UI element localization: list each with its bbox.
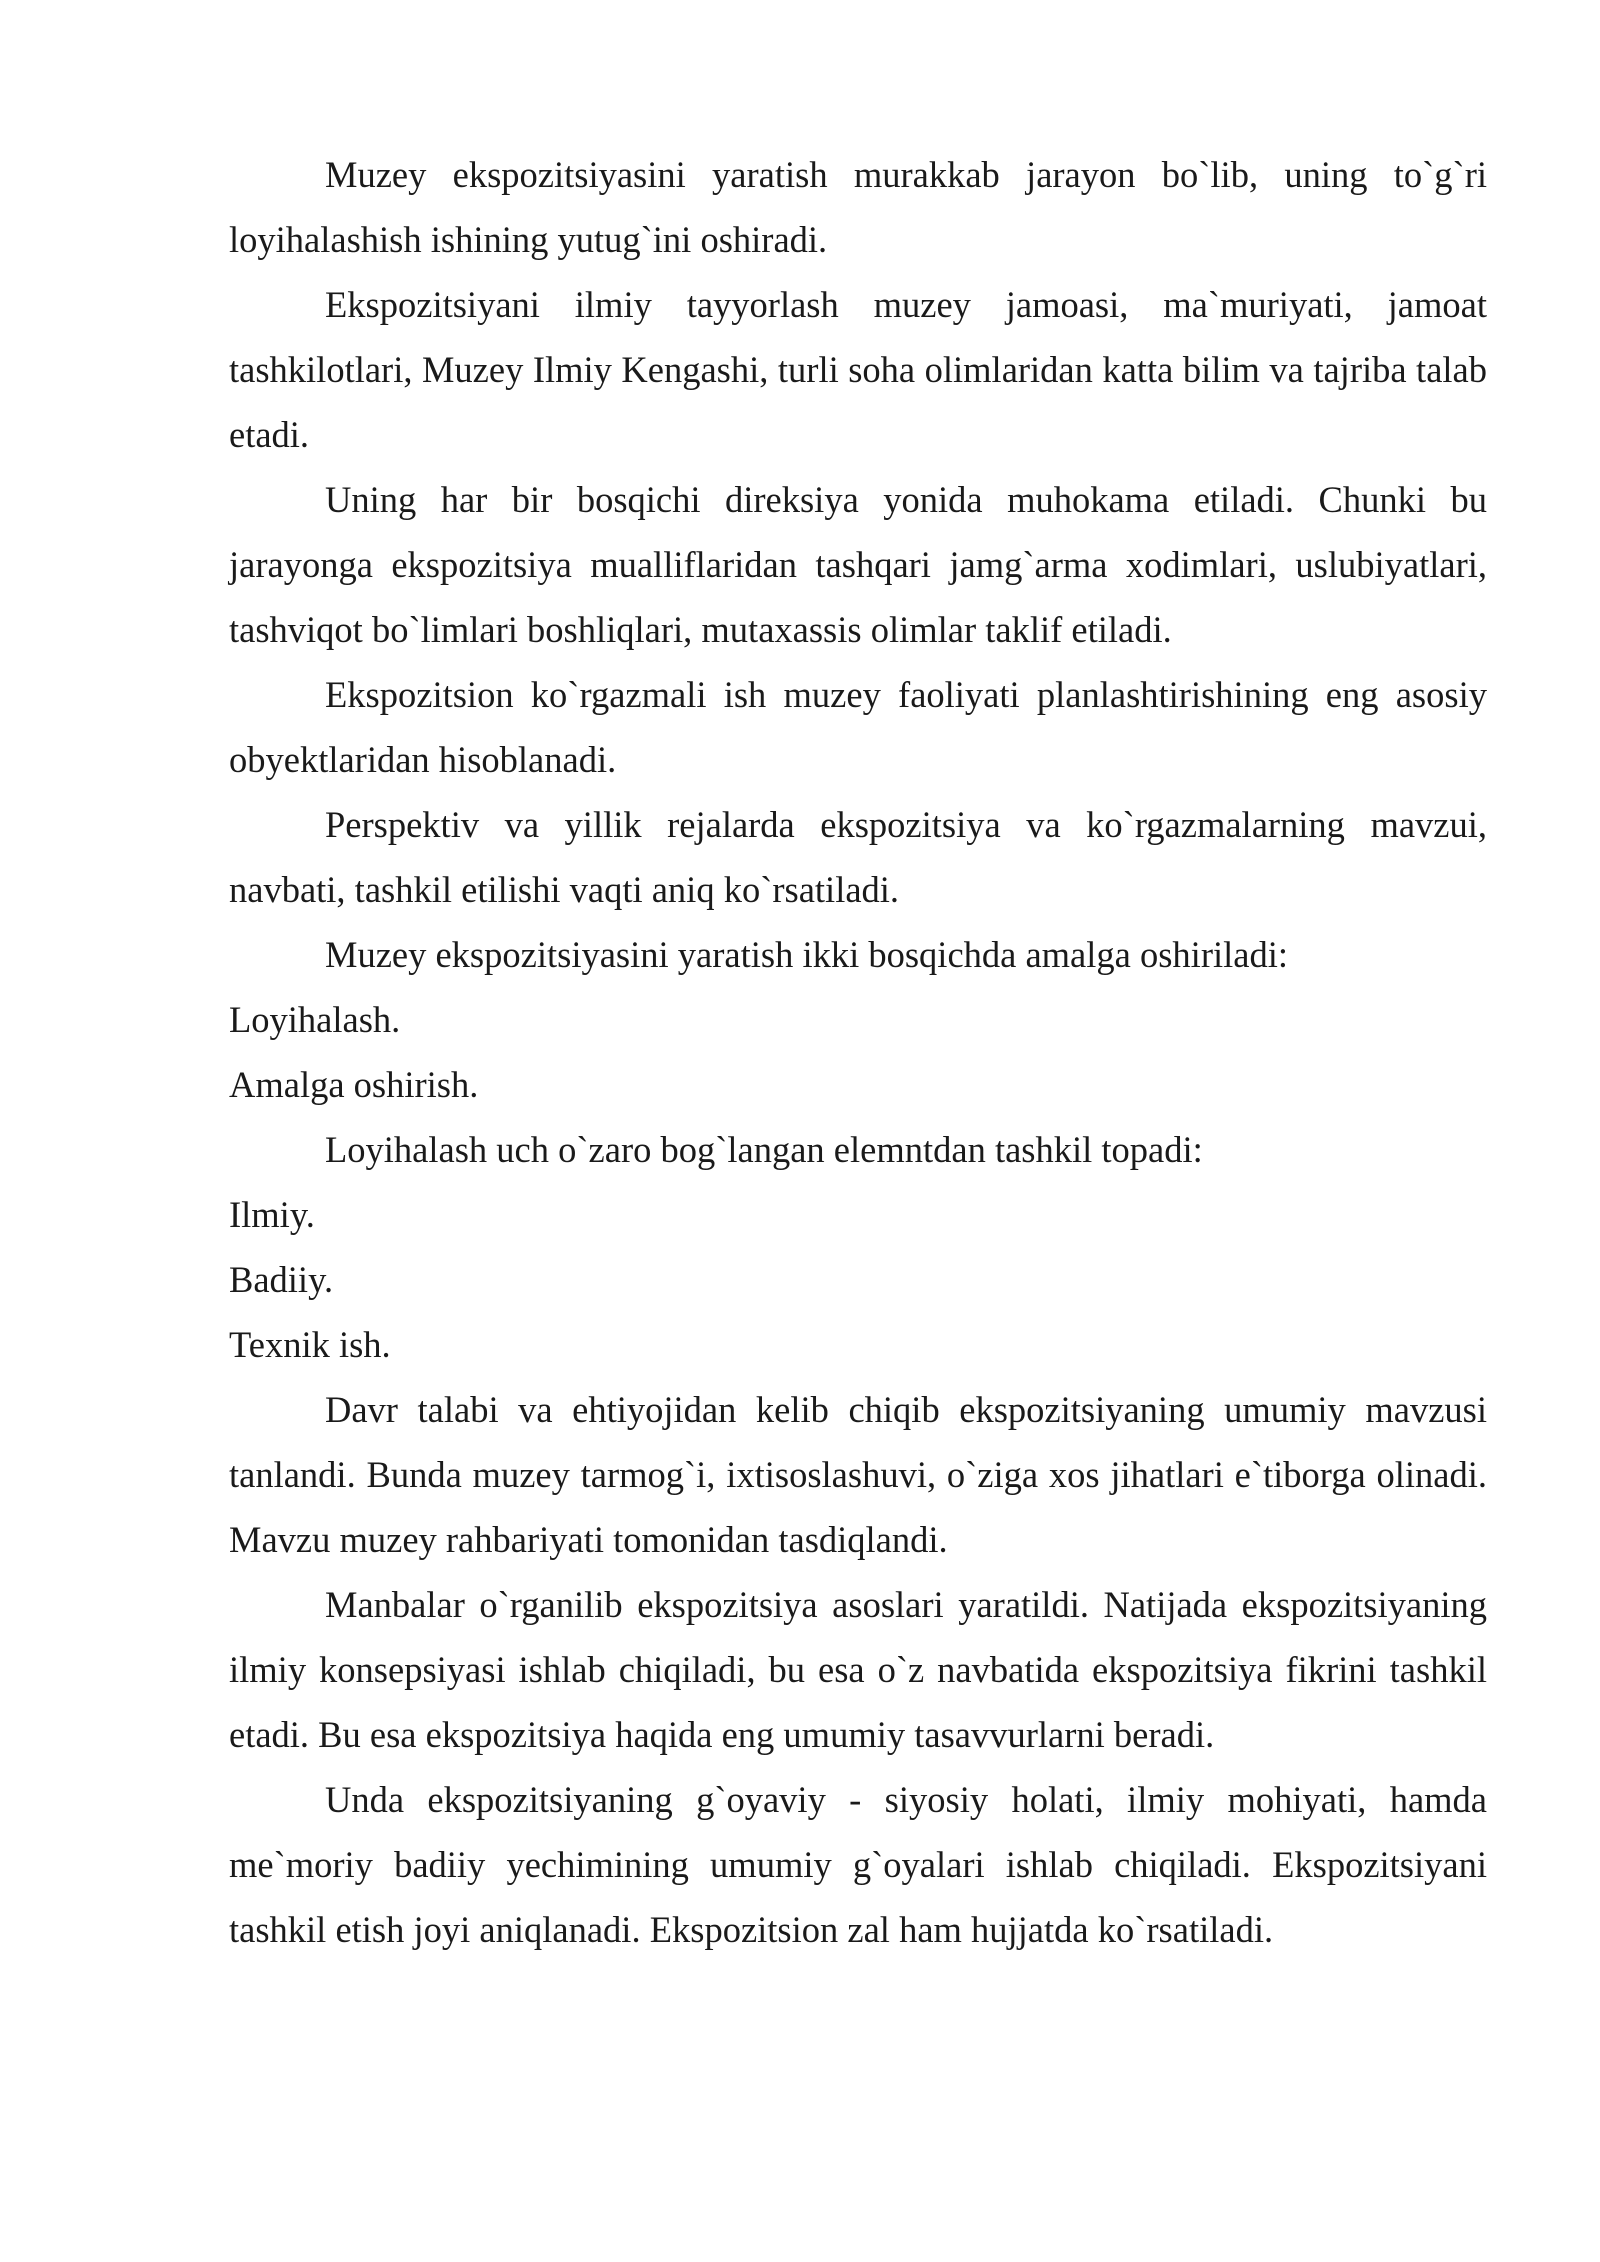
paragraph: Unda ekspozitsiyaning g`oyaviy - siyosiy holati, ilmiy mohiyati, hamda me`moriy badiiy yechimining umumiy g`oyalari ishlab chiqiladi. Ekspozitsiyani tashkil etish joyi aniqlanadi. Ekspozitsion zal ham hujjatda ko`rsatiladi. xyxy=(229,1779,1487,1950)
paragraph: Ekspozitsiyani ilmiy tayyorlash muzey jamoasi, ma`muriyati, jamoat tashkilotlari, Muzey Ilmiy Kengashi, turli soha olimlaridan katta bilim va tajriba talab etadi. xyxy=(229,284,1487,455)
list-item: Loyihalash. xyxy=(229,999,401,1040)
paragraph: Manbalar o`rganilib ekspozitsiya asoslari yaratildi. Natijada ekspozitsiyaning ilmiy konsepsiyasi ishlab chiqiladi, bu esa o`z navbatida ekspozitsiya fikrini tashkil etadi. Bu esa ekspozitsiya haqida eng umumiy tasavvurlarni beradi. xyxy=(229,1584,1487,1755)
list-item: Amalga oshirish. xyxy=(229,1064,479,1105)
list-item: Texnik ish. xyxy=(229,1324,391,1365)
paragraph: Ekspozitsion ko`rgazmali ish muzey faoliyati planlashtirishining eng asosiy obyektlaridan hisoblanadi. xyxy=(229,674,1487,780)
document-page xyxy=(229,142,1487,1962)
paragraph: Muzey ekspozitsiyasini yaratish murakkab jarayon bo`lib, uning to`g`ri loyihalashish ishining yutug`ini oshiradi. xyxy=(229,154,1487,260)
paragraph: Muzey ekspozitsiyasini yaratish ikki bosqichda amalga oshiriladi: xyxy=(325,934,1288,975)
list-item: Badiiy. xyxy=(229,1259,334,1300)
list-item: Ilmiy. xyxy=(229,1194,315,1235)
paragraph: Uning har bir bosqichi direksiya yonida muhokama etiladi. Chunki bu jarayonga ekspozitsiya mualliflaridan tashqari jamg`arma xodimlari, uslubiyatlari, tashviqot bo`limlari boshliqlari, mutaxassis olimlar taklif etiladi. xyxy=(229,479,1487,650)
paragraph: Loyihalash uch o`zaro bog`langan elemntdan tashkil topadi: xyxy=(325,1129,1203,1170)
paragraph: Perspektiv va yillik rejalarda ekspozitsiya va ko`rgazmalarning mavzui, navbati, tashkil etilishi vaqti aniq ko`rsatiladi. xyxy=(229,804,1487,910)
paragraph: Davr talabi va ehtiyojidan kelib chiqib ekspozitsiyaning umumiy mavzusi tanlandi. Bunda muzey tarmog`i, ixtisoslashuvi, o`ziga xos jihatlari e`tiborga olinadi. Mavzu muzey rahbariyati tomonidan tasdiqlandi. xyxy=(229,1389,1487,1560)
